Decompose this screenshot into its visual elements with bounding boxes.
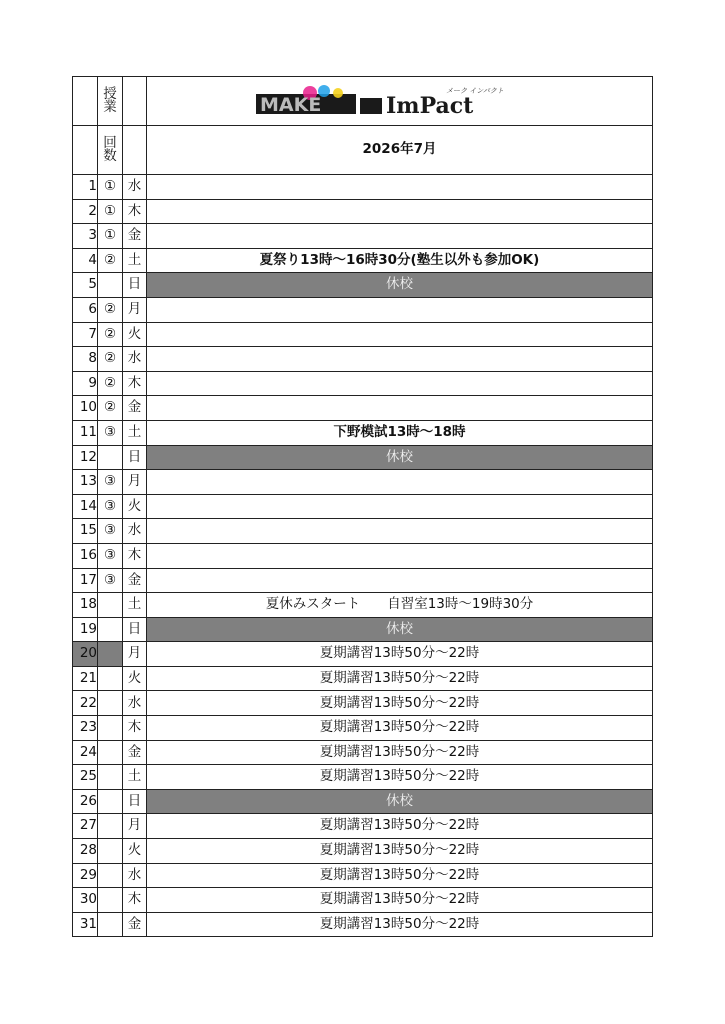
weekday: 金 <box>123 224 147 249</box>
day-number: 6 <box>73 297 98 322</box>
month-title: 2026年7月 <box>147 126 653 175</box>
day-row <box>73 617 653 642</box>
event-cell <box>147 494 653 519</box>
lesson-count <box>98 445 123 470</box>
day-number: 12 <box>73 445 98 470</box>
day-number: 19 <box>73 617 98 642</box>
lesson-count <box>98 273 123 298</box>
event-cell: 夏期講習13時50分～22時 <box>147 716 653 741</box>
event-cell: 夏期講習13時50分～22時 <box>147 814 653 839</box>
weekday: 水 <box>123 691 147 716</box>
lesson-count: ① <box>98 224 123 249</box>
lesson-count: ③ <box>98 519 123 544</box>
weekday: 木 <box>123 199 147 224</box>
weekday: 火 <box>123 322 147 347</box>
day-row <box>73 888 653 913</box>
logo-subtitle: メーク インパクト <box>445 87 504 95</box>
day-row <box>73 420 653 445</box>
lesson-label-char: 数 <box>103 148 117 164</box>
day-number: 23 <box>73 716 98 741</box>
day-row <box>73 839 653 864</box>
lesson-label-char: 回 <box>103 134 117 151</box>
header-empty-cell <box>123 126 147 175</box>
event-cell: 夏期講習13時50分～22時 <box>147 642 653 667</box>
day-row <box>73 716 653 741</box>
day-row <box>73 765 653 790</box>
logo-text-left: MAKE <box>259 94 321 116</box>
day-row <box>73 593 653 618</box>
day-number: 18 <box>73 593 98 618</box>
weekday: 水 <box>123 175 147 200</box>
lesson-count: ② <box>98 347 123 372</box>
weekday: 金 <box>123 740 147 765</box>
lesson-count <box>98 888 123 913</box>
lesson-label-char: 業 <box>103 99 117 115</box>
day-row <box>73 445 653 470</box>
day-number: 1 <box>73 175 98 200</box>
day-number: 28 <box>73 839 98 864</box>
weekday: 火 <box>123 494 147 519</box>
day-row <box>73 494 653 519</box>
lesson-count: ② <box>98 396 123 421</box>
day-row <box>73 396 653 421</box>
event-cell <box>147 371 653 396</box>
day-row <box>73 912 653 937</box>
event-cell: 夏休みスタート 自習室13時～19時30分 <box>147 593 653 618</box>
event-cell <box>147 297 653 322</box>
event-cell <box>147 322 653 347</box>
weekday: 日 <box>123 273 147 298</box>
weekday: 火 <box>123 839 147 864</box>
lesson-count: ② <box>98 371 123 396</box>
event-cell <box>147 519 653 544</box>
lesson-count <box>98 839 123 864</box>
header-row-month <box>73 126 653 175</box>
weekday: 日 <box>123 789 147 814</box>
weekday: 水 <box>123 519 147 544</box>
day-row <box>73 519 653 544</box>
event-cell: 夏期講習13時50分～22時 <box>147 912 653 937</box>
day-number: 30 <box>73 888 98 913</box>
lesson-count <box>98 814 123 839</box>
closed-day-banner: 休校 <box>147 273 653 298</box>
day-row <box>73 347 653 372</box>
weekday: 月 <box>123 814 147 839</box>
lesson-count <box>98 617 123 642</box>
weekday: 水 <box>123 347 147 372</box>
lesson-label-top <box>98 77 123 126</box>
day-number: 27 <box>73 814 98 839</box>
day-row <box>73 273 653 298</box>
event-cell: 下野模試13時～18時 <box>147 420 653 445</box>
lesson-count <box>98 593 123 618</box>
lesson-count: ③ <box>98 494 123 519</box>
make-impact-logo <box>147 77 652 125</box>
day-number: 3 <box>73 224 98 249</box>
header-empty-cell <box>73 126 98 175</box>
day-row <box>73 248 653 273</box>
day-row <box>73 666 653 691</box>
header-empty-cell <box>73 77 98 126</box>
event-cell: 夏期講習13時50分～22時 <box>147 839 653 864</box>
day-number: 16 <box>73 543 98 568</box>
day-row <box>73 568 653 593</box>
day-row <box>73 470 653 495</box>
day-row <box>73 642 653 667</box>
lesson-count <box>98 740 123 765</box>
closed-day-banner: 休校 <box>147 445 653 470</box>
logo-text-right: ImPact <box>385 93 473 118</box>
day-row <box>73 740 653 765</box>
lesson-count <box>98 666 123 691</box>
day-number: 8 <box>73 347 98 372</box>
day-number: 25 <box>73 765 98 790</box>
day-row <box>73 175 653 200</box>
weekday: 木 <box>123 371 147 396</box>
event-cell: 夏期講習13時50分～22時 <box>147 765 653 790</box>
weekday: 土 <box>123 593 147 618</box>
lesson-count: ③ <box>98 543 123 568</box>
logo-splash-yellow <box>333 88 343 98</box>
day-number: 7 <box>73 322 98 347</box>
monthly-schedule-table <box>72 76 653 937</box>
weekday: 土 <box>123 765 147 790</box>
day-row <box>73 863 653 888</box>
event-cell <box>147 470 653 495</box>
lesson-count <box>98 789 123 814</box>
event-cell <box>147 347 653 372</box>
lesson-count: ③ <box>98 568 123 593</box>
day-row <box>73 199 653 224</box>
day-number: 17 <box>73 568 98 593</box>
logo-image <box>250 84 550 118</box>
day-number: 14 <box>73 494 98 519</box>
event-cell: 夏期講習13時50分～22時 <box>147 740 653 765</box>
closed-day-banner: 休校 <box>147 789 653 814</box>
day-number: 5 <box>73 273 98 298</box>
weekday: 日 <box>123 445 147 470</box>
weekday: 月 <box>123 470 147 495</box>
weekday: 火 <box>123 666 147 691</box>
weekday: 月 <box>123 642 147 667</box>
weekday: 金 <box>123 396 147 421</box>
day-row <box>73 789 653 814</box>
weekday: 金 <box>123 568 147 593</box>
lesson-count: ② <box>98 297 123 322</box>
lesson-count <box>98 912 123 937</box>
day-row <box>73 691 653 716</box>
event-cell <box>147 568 653 593</box>
day-number: 21 <box>73 666 98 691</box>
weekday: 木 <box>123 543 147 568</box>
lesson-count: ② <box>98 248 123 273</box>
event-cell: 夏祭り13時～16時30分(塾生以外も参加OK) <box>147 248 653 273</box>
weekday: 月 <box>123 297 147 322</box>
day-row <box>73 297 653 322</box>
event-cell <box>147 543 653 568</box>
day-number: 22 <box>73 691 98 716</box>
weekday: 土 <box>123 248 147 273</box>
lesson-count: ① <box>98 175 123 200</box>
lesson-label-char: 授 <box>103 85 117 102</box>
day-number: 9 <box>73 371 98 396</box>
event-cell <box>147 224 653 249</box>
day-row <box>73 543 653 568</box>
lesson-count: ② <box>98 322 123 347</box>
header-row-logo <box>73 77 653 126</box>
weekday: 日 <box>123 617 147 642</box>
weekday: 水 <box>123 863 147 888</box>
event-cell <box>147 175 653 200</box>
event-cell: 夏期講習13時50分～22時 <box>147 888 653 913</box>
event-cell: 夏期講習13時50分～22時 <box>147 691 653 716</box>
closed-day-banner: 休校 <box>147 617 653 642</box>
logo-cell <box>147 77 653 126</box>
lesson-count: ③ <box>98 420 123 445</box>
day-number: 11 <box>73 420 98 445</box>
weekday: 木 <box>123 716 147 741</box>
day-number: 10 <box>73 396 98 421</box>
weekday: 金 <box>123 912 147 937</box>
day-row <box>73 814 653 839</box>
weekday: 土 <box>123 420 147 445</box>
day-number: 24 <box>73 740 98 765</box>
lesson-label-bottom <box>98 126 123 175</box>
day-number: 29 <box>73 863 98 888</box>
lesson-count <box>98 716 123 741</box>
day-number: 15 <box>73 519 98 544</box>
event-cell: 夏期講習13時50分～22時 <box>147 666 653 691</box>
lesson-count <box>98 691 123 716</box>
event-cell <box>147 396 653 421</box>
day-number: 2 <box>73 199 98 224</box>
event-cell <box>147 199 653 224</box>
lesson-count <box>98 642 123 667</box>
day-number: 26 <box>73 789 98 814</box>
lesson-count <box>98 765 123 790</box>
day-number: 20 <box>73 642 98 667</box>
lesson-count: ① <box>98 199 123 224</box>
day-row <box>73 322 653 347</box>
day-number: 4 <box>73 248 98 273</box>
event-cell: 夏期講習13時50分～22時 <box>147 863 653 888</box>
day-number: 31 <box>73 912 98 937</box>
day-number: 13 <box>73 470 98 495</box>
lesson-count <box>98 863 123 888</box>
lesson-count: ③ <box>98 470 123 495</box>
day-row <box>73 371 653 396</box>
logo-connector <box>360 98 382 114</box>
header-empty-cell <box>123 77 147 126</box>
weekday: 木 <box>123 888 147 913</box>
schedule-body <box>73 77 653 937</box>
day-row <box>73 224 653 249</box>
